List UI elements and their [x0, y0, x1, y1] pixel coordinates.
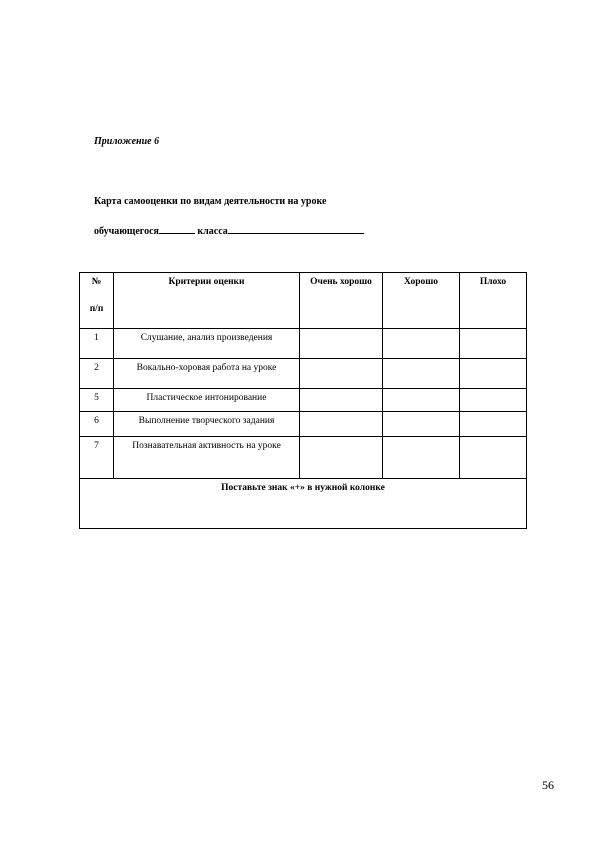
- table-row: [80, 329, 527, 359]
- bad-cell[interactable]: [460, 389, 527, 412]
- table-row: [80, 412, 527, 437]
- class-blank[interactable]: [228, 224, 364, 234]
- header-number-sign: №: [91, 277, 102, 287]
- bad-cell[interactable]: [460, 329, 527, 359]
- row-criterion: Слушание, анализ произведения: [114, 329, 300, 359]
- header-good: Хорошо: [383, 273, 460, 329]
- very-good-cell[interactable]: [300, 359, 383, 389]
- table-row: [80, 437, 527, 479]
- table-row: [80, 389, 527, 412]
- row-criterion: Познавательная активность на уроке: [114, 437, 300, 479]
- very-good-cell[interactable]: [300, 412, 383, 437]
- page-number: 56: [542, 778, 554, 792]
- student-name-blank[interactable]: [159, 224, 195, 234]
- row-number: 7: [80, 437, 114, 479]
- student-label: обучающегося: [94, 226, 159, 237]
- table-header-row: [80, 273, 527, 329]
- document-title: Карта самооценки по видам деятельности на уроке: [94, 196, 327, 207]
- header-number-pp: п/п: [89, 304, 104, 314]
- good-cell[interactable]: [383, 329, 460, 359]
- very-good-cell[interactable]: [300, 329, 383, 359]
- header-criteria: Критерии оценки: [114, 273, 300, 329]
- class-label: класса: [197, 226, 228, 237]
- good-cell[interactable]: [383, 389, 460, 412]
- row-criterion: Вокально-хоровая работа на уроке: [114, 359, 300, 389]
- row-number: 2: [80, 359, 114, 389]
- row-number: 6: [80, 412, 114, 437]
- good-cell[interactable]: [383, 437, 460, 479]
- student-class-line: [94, 224, 364, 237]
- table-footer-row: [80, 479, 527, 529]
- bad-cell[interactable]: [460, 359, 527, 389]
- row-criterion: Выполнение творческого задания: [114, 412, 300, 437]
- header-very-good: Очень хорошо: [300, 273, 383, 329]
- good-cell[interactable]: [383, 359, 460, 389]
- very-good-cell[interactable]: [300, 389, 383, 412]
- instruction-note: Поставьте знак «+» в нужной колонке: [80, 479, 527, 529]
- header-bad: Плохо: [460, 273, 527, 329]
- header-number: [80, 273, 114, 329]
- row-number: 1: [80, 329, 114, 359]
- bad-cell[interactable]: [460, 437, 527, 479]
- good-cell[interactable]: [383, 412, 460, 437]
- self-assessment-table: [79, 272, 527, 529]
- row-number: 5: [80, 389, 114, 412]
- bad-cell[interactable]: [460, 412, 527, 437]
- row-criterion: Пластическое интонирование: [114, 389, 300, 412]
- appendix-label: Приложение 6: [94, 136, 160, 147]
- table-row: [80, 359, 527, 389]
- very-good-cell[interactable]: [300, 437, 383, 479]
